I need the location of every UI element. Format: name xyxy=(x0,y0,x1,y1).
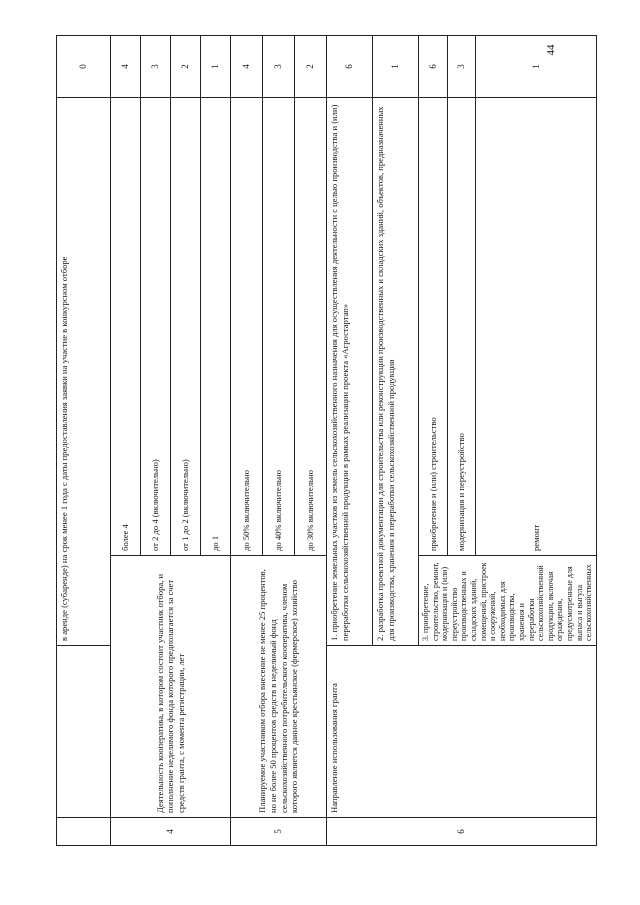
option-cell: от 1 до 2 (включительно) xyxy=(171,98,201,556)
option-cell: в аренде (субаренде) на срок менее 1 года с даты предоставления заявки на участие в конкурсном отборе xyxy=(57,98,111,646)
subcriterion-cell: 1. приобретение земельных участков из земель сельскохозяйственного назначения для осуществления деятельности с целью производства и (или) переработки сельскохозяйственной продукции в рамках реализации проекта «Агростартап» xyxy=(327,98,373,646)
option-cell: приобретение и (или) строительство xyxy=(419,98,448,556)
rotated-table-wrapper xyxy=(56,36,594,846)
option-cell: до 1 xyxy=(201,98,231,556)
score-cell: 0 xyxy=(57,36,111,98)
table-row xyxy=(327,36,373,846)
score-cell: 2 xyxy=(171,36,201,98)
criterion-cell-empty xyxy=(57,646,111,818)
table-row xyxy=(111,36,141,846)
score-cell: 3 xyxy=(263,36,295,98)
subcriterion-cell: 2. разработка проектной документации для строительства или реконструкции производственных и складских зданий, объектов, предназначенных для производства, хранения и переработки сельскохозяйственной продукции xyxy=(373,98,419,646)
option-cell: до 40% включительно xyxy=(263,98,295,556)
page-number: 44 xyxy=(545,44,557,56)
score-cell: 6 xyxy=(327,36,373,98)
option-cell: более 4 xyxy=(111,98,141,556)
criterion-cell: Планируемое участником отбора внесение не менее 25 процентов, но не более 50 процентов средств в неделимый фонд сельскохозяйственного потребительского кооператива, членом которого является данное крестьянское (фермерское) хозяйство xyxy=(231,556,327,818)
option-cell: модернизация и переустройство xyxy=(447,98,476,556)
option-cell: от 2 до 4 (включительно) xyxy=(141,98,171,556)
score-cell: 1 xyxy=(373,36,419,98)
criterion-cell: Деятельность кооператива, в котором состоит участник отбора, и пополнение неделимого фонда которого предполагается за счет средств гранта, с момента регистрации, лет xyxy=(111,556,231,818)
table-row xyxy=(231,36,263,846)
row-number: 6 xyxy=(327,818,597,846)
score-cell: 1 xyxy=(201,36,231,98)
option-cell: ремонт xyxy=(476,98,596,556)
score-cell: 6 xyxy=(419,36,448,98)
score-cell: 4 xyxy=(111,36,141,98)
row-number: 5 xyxy=(231,818,327,846)
criterion-cell: Направление использования гранта xyxy=(327,646,597,818)
subcriterion-cell: 3. приобретение, строительство, ремонт, модернизация и (или) переустройство производственных и складских зданий, помещений, пристроек и сооружений, необходимых для производства, хранения и переработки сельскохозяйственной продукции, включая ограждения, предусмотренные для выпаса и выгула сельскохозяйственных xyxy=(419,556,597,646)
criteria-table xyxy=(56,35,597,846)
table-row xyxy=(57,36,111,846)
option-cell: до 50% включительно xyxy=(231,98,263,556)
score-cell: 3 xyxy=(141,36,171,98)
score-cell: 2 xyxy=(295,36,327,98)
score-cell: 3 xyxy=(447,36,476,98)
row-number: 4 xyxy=(111,818,231,846)
score-cell: 4 xyxy=(231,36,263,98)
number-cell-empty xyxy=(57,818,111,846)
score-cell: 1 xyxy=(476,36,596,98)
option-cell: до 30% включительно xyxy=(295,98,327,556)
